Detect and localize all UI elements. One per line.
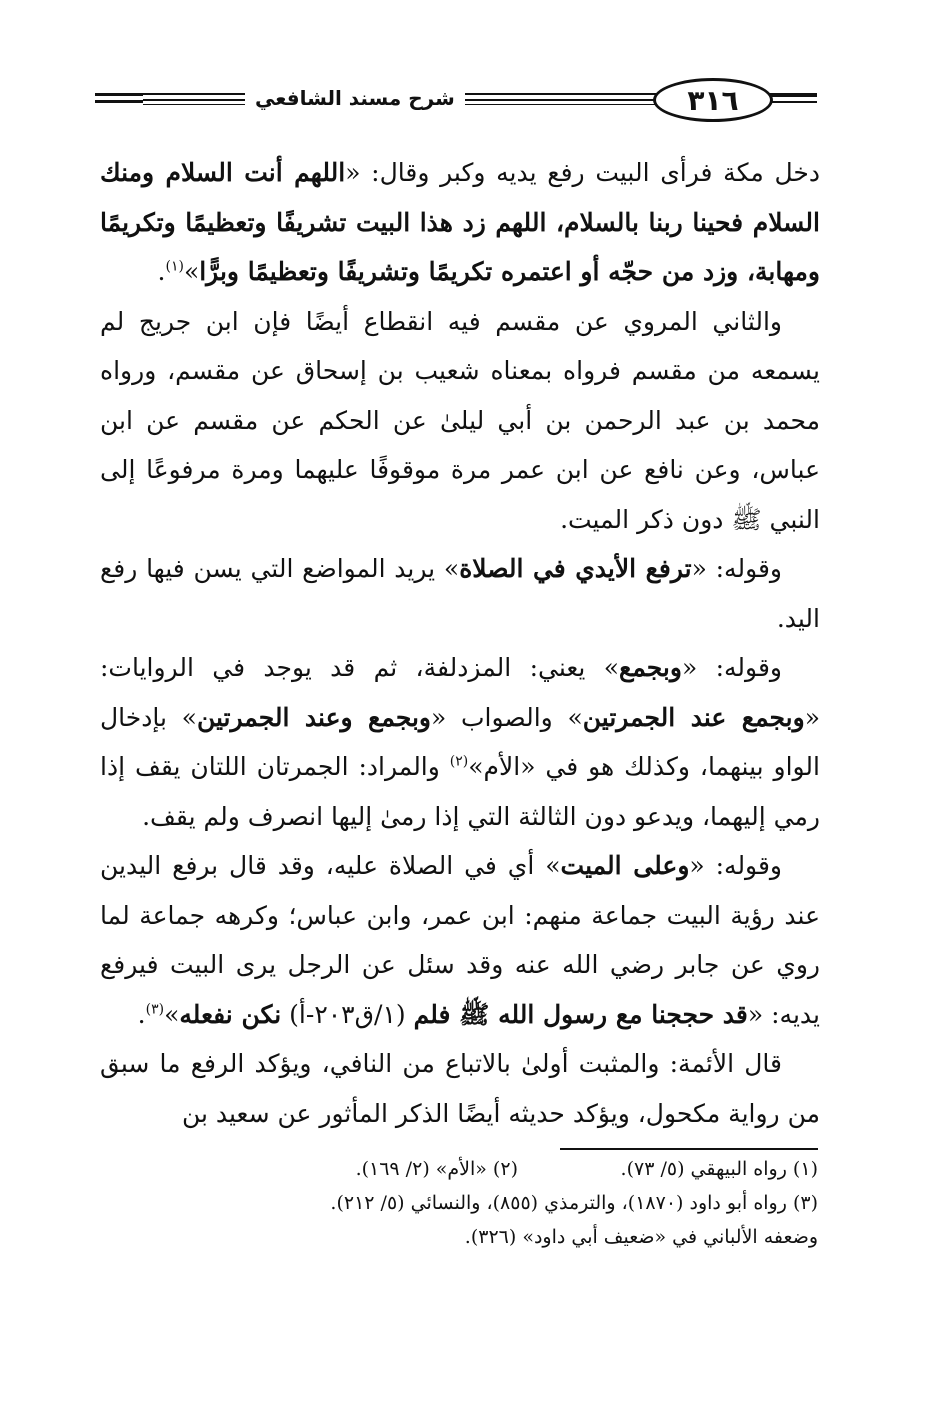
paragraph: والثاني المروي عن مقسم فيه انقطاع أيضًا فإن ابن جريج لم يسمعه من مقسم فرواه بمعناه شعيب بن إسحاق عن مقسم، ورواه محمد بن عبد الرحمن بن أبي ليلىٰ عن الحكم عن مقسم عن ابن عباس، وعن نافع عن ابن عمر مرة موقوفًا عليهما ومرة مرفوعًا إلى النبي ﷺ دون ذكر الميت. (100, 306, 820, 534)
page-header (95, 78, 817, 124)
text-run: وقوله: « (681, 653, 782, 682)
text-run: . (137, 999, 146, 1029)
paragraph (100, 643, 820, 841)
paragraph (100, 148, 820, 297)
quoted-phrase: وبجمع عند الجمرتين (582, 702, 805, 732)
text-run: دخل مكة فرأى البيت رفع يديه وكبر وقال: « (345, 158, 821, 187)
text-run: والمراد: الجمرتان اللتان يقف إذا رمي إليهما، ويدعو دون الثالثة التي إذا رمىٰ إليها انصرف ولم يقف. (100, 752, 820, 831)
footnote-ref: (٢) (449, 753, 469, 770)
page-number: ٣١٦ (653, 78, 773, 122)
header-ornament (771, 95, 817, 105)
paragraph: قال الأئمة: والمثبت أولىٰ بالاتباع من النافي، ويؤكد الرفع ما سبق من رواية مكحول، ويؤكد حديثه أيضًا الذكر المأثور عن سعيد بن (100, 1049, 820, 1128)
footnote: (٢) «الأم» (٢/ ١٦٩). (355, 1158, 518, 1180)
footnote: وضعفه الألباني في «ضعيف أبي داود» (٣٢٦). (464, 1226, 818, 1248)
text-run: » بإدخال الواو بينهما، وكذلك هو في «الأم» (100, 702, 820, 781)
text-run: . (157, 257, 166, 286)
quoted-phrase: ترفع الأيدي في الصلاة (459, 554, 692, 583)
footnote-separator (560, 1148, 818, 1150)
quoted-phrase: قد حججنا مع رسول الله ﷺ فلم (413, 999, 748, 1029)
text-run: وقوله: « (689, 851, 783, 880)
footnote-row (100, 1152, 818, 1186)
quoted-phrase: وبجمع (619, 653, 682, 682)
footnote: (١) رواه البيهقي (٥/ ٧٣). (620, 1158, 818, 1180)
text-run: » والصواب « (431, 702, 583, 732)
quoted-phrase: وعلى الميت (560, 851, 690, 880)
text-run: » (164, 999, 180, 1029)
text-run: » (183, 257, 200, 286)
manuscript-ref: (١/ق٢٠٣-أ) (281, 999, 414, 1029)
quoted-phrase: نكن نفعله (179, 999, 282, 1029)
footnote: (٣) رواه أبو داود (١٨٧٠)، والترمذي (٨٥٥)، والنسائي (٥/ ٢١٢). (330, 1192, 818, 1214)
quoted-phrase: وبجمع وعند الجمرتين (196, 702, 431, 732)
footnotes (100, 1152, 818, 1254)
text-run: » أي في الصلاة عليه، وقد قال برفع اليدين عند رؤية البيت جماعة منهم: ابن عمر، وابن عباس؛ وكرهه جماعة لما روي عن جابر رضي الله عنه وقد سئل عن الرجل يرى البيت فيرفع يديه: « (100, 851, 820, 1029)
text-run: وقوله: « (691, 554, 783, 583)
footnote-ref: (٣) (145, 1001, 165, 1018)
paragraph (100, 544, 820, 643)
quoted-supplication: اللهم أنت السلام ومنك السلام فحينا ربنا بالسلام، اللهم زد هذا البيت تشريفًا وتعظيمًا وتكريمًا ومهابة، وزد من حجّه أو اعتمره تكريمًا وتشريفًا وتعظيمًا وبرًّا (100, 158, 820, 286)
main-text (100, 148, 820, 1138)
footnote-ref: (١) (165, 258, 184, 275)
running-title: شرح مسند الشافعي (245, 84, 465, 112)
text-run: » يعني: المزدلفة، ثم قد يوجد في الروايات: « (100, 653, 820, 732)
text-run: » يريد المواضع التي يسن فيها رفع اليد. (100, 554, 820, 633)
header-ornament (95, 90, 143, 108)
paragraph (100, 841, 820, 1039)
